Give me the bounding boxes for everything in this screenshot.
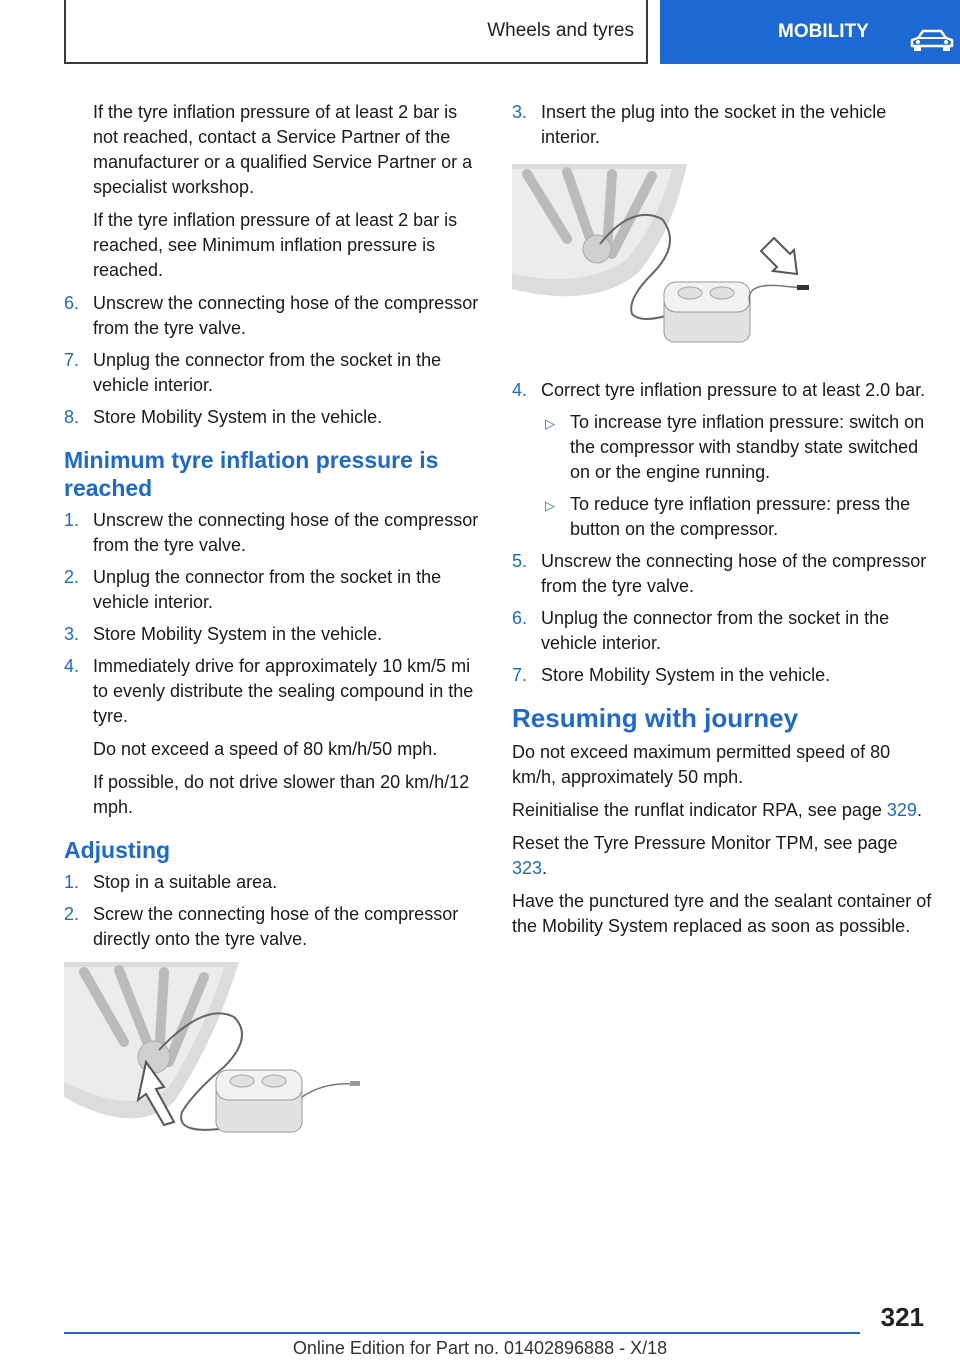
step-note: Do not exceed a speed of 80 km/h/50 mph. [93, 739, 438, 759]
step-text: Unplug the connector from the socket in the vehicle interior. [541, 608, 890, 653]
step-text: Unscrew the connecting hose of the compressor from the tyre valve. [541, 551, 927, 596]
list-item [64, 405, 484, 430]
paragraph: If the tyre inflation pressure of at least 2 bar is not reached, contact a Service Partner of the manufacturer or a qualified Service Partner or a specialist workshop. [93, 102, 473, 197]
step-text: Unscrew the connecting hose of the compressor from the tyre valve. [93, 510, 479, 555]
footer-divider [64, 1332, 860, 1334]
list-item [512, 378, 932, 542]
mobility-label: MOBILITY [778, 21, 869, 42]
step-text: Stop in a suitable area. [93, 872, 278, 892]
step-number: 7. [64, 350, 80, 370]
steps-list [512, 100, 932, 150]
step-text: Unscrew the connecting hose of the compressor from the tyre valve. [93, 293, 479, 338]
step-text: Unplug the connector from the socket in the vehicle interior. [93, 350, 442, 395]
paragraph [512, 831, 932, 881]
bullet-text: To reduce tyre inflation pressure: press the button on the compressor. [570, 494, 911, 539]
section-header [64, 0, 648, 64]
paragraph: Have the punctured tyre and the sealant container of the Mobility System replaced as soon as possible. [512, 891, 932, 936]
left-column [64, 100, 484, 1157]
step-number: 1. [64, 872, 80, 892]
step-number: 4. [64, 656, 80, 676]
paragraph [512, 798, 932, 823]
step-text: Correct tyre inflation pressure to at least 2.0 bar. [541, 380, 926, 400]
list-item [512, 663, 932, 688]
step-number: 2. [64, 904, 80, 924]
step-number: 5. [512, 551, 528, 571]
section-title: Wheels and tyres [487, 20, 634, 41]
list-item [64, 654, 484, 820]
bullet-item [541, 410, 932, 485]
list-item [512, 606, 932, 656]
period: . [542, 858, 548, 878]
step-text: Immediately drive for approximately 10 km/5 mi to evenly distribute the sealing compound in the tyre. [93, 656, 474, 726]
step-number: 6. [64, 293, 80, 313]
step-number: 4. [512, 380, 528, 400]
step-number: 8. [64, 407, 80, 427]
list-item [64, 348, 484, 398]
step-note: If possible, do not drive slower than 20 km/h/12 mph. [93, 772, 470, 817]
step-text: Screw the connecting hose of the compressor directly onto the tyre valve. [93, 904, 459, 949]
paragraph: If the tyre inflation pressure of at least 2 bar is reached, see Minimum inflation pressure is reached. [93, 210, 458, 280]
step-number: 3. [64, 624, 80, 644]
steps-list [64, 508, 484, 820]
steps-list [64, 291, 484, 430]
step-text: Store Mobility System in the vehicle. [541, 665, 831, 685]
list-item [512, 549, 932, 599]
list-item [512, 100, 932, 150]
section-heading: Adjusting [64, 837, 171, 863]
list-item [64, 622, 484, 647]
step-text: Insert the plug into the socket in the vehicle interior. [541, 102, 887, 147]
page-link-329[interactable]: 329 [886, 800, 917, 820]
bullet-item [541, 492, 932, 542]
compressor-on-wheel-illustration [64, 962, 364, 1147]
step-text: Store Mobility System in the vehicle. [93, 624, 383, 644]
list-item [64, 902, 484, 952]
page-number: 321 [880, 1302, 924, 1332]
footer-text: Online Edition for Part no. 01402896888 - X/18 [292, 1338, 668, 1358]
triangle-bullet-icon: ▷ [545, 498, 555, 513]
paragraph-text: Reinitialise the runflat indicator RPA, see page [512, 800, 882, 820]
section-heading: Minimum tyre inflation pressure is reached [64, 447, 439, 501]
steps-list [64, 870, 484, 952]
step-number: 3. [512, 102, 528, 122]
triangle-bullet-icon: ▷ [545, 416, 555, 431]
plug-into-socket-illustration [512, 164, 812, 354]
page-link-323[interactable]: 323 [512, 858, 543, 878]
list-item [64, 870, 484, 895]
step-number: 1. [64, 510, 80, 530]
step-number: 7. [512, 665, 528, 685]
list-item [64, 291, 484, 341]
step-text: Unplug the connector from the socket in the vehicle interior. [93, 567, 442, 612]
right-column [512, 100, 932, 947]
period: . [916, 800, 922, 820]
bullet-list [541, 410, 932, 542]
list-item [64, 508, 484, 558]
list-item [64, 565, 484, 615]
step-number: 6. [512, 608, 528, 628]
bullet-text: To increase tyre inflation pressure: switch on the compressor with standby state switched on or the engine running. [570, 412, 925, 482]
paragraph: Do not exceed maximum permitted speed of 80 km/h, approximately 50 mph. [512, 742, 891, 787]
mobility-tab [660, 0, 960, 64]
step-text: Store Mobility System in the vehicle. [93, 407, 383, 427]
section-heading: Resuming with journey [512, 703, 799, 733]
paragraph-text: Reset the Tyre Pressure Monitor TPM, see page [512, 833, 898, 853]
step-number: 2. [64, 567, 80, 587]
steps-list [512, 378, 932, 688]
car-icon [908, 28, 956, 52]
